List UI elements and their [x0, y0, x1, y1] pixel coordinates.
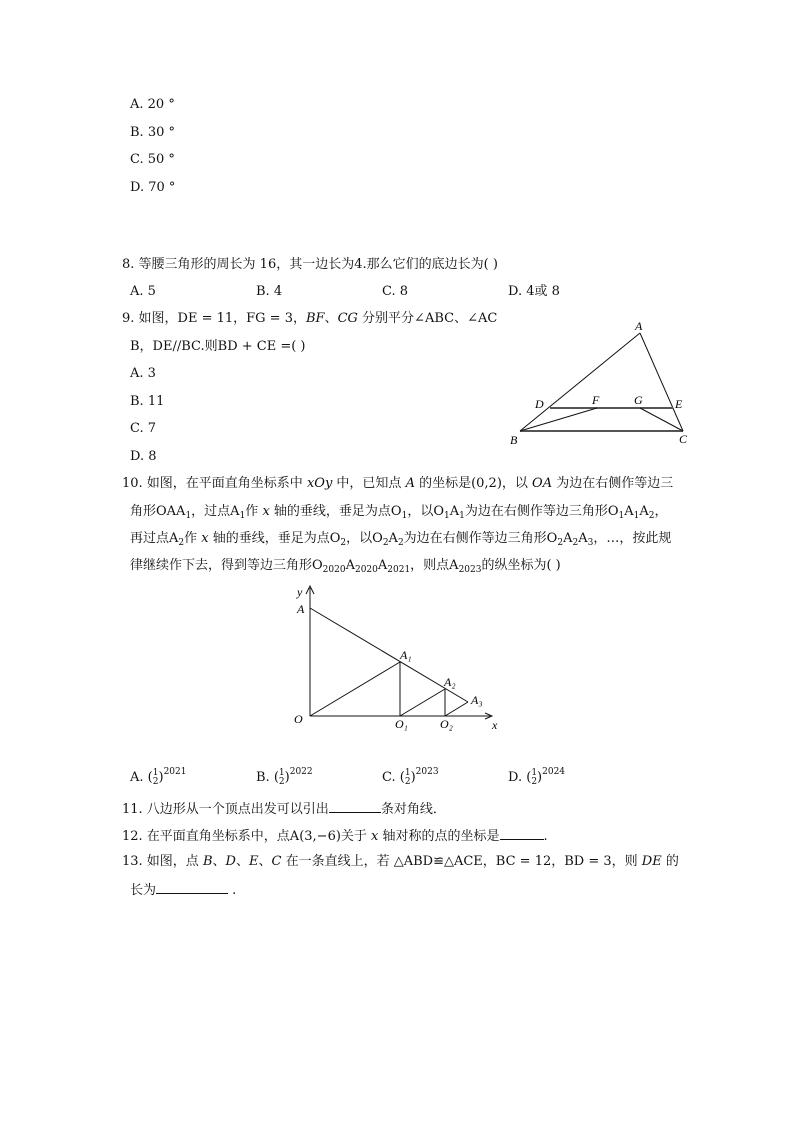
q7-option-d[interactable]: D. 70 °: [130, 180, 176, 195]
label-o1: O₁: [395, 717, 408, 731]
q13-answer-blank[interactable]: [156, 881, 228, 894]
q10-stem-line-4: [130, 558, 561, 578]
label-a: A: [635, 319, 643, 333]
option-letter: D.: [508, 770, 523, 785]
q11-text-end: 条对角线．: [380, 802, 446, 817]
text-segment: 轴的垂线，垂足为点O: [269, 504, 402, 519]
exponent: 2023: [415, 767, 439, 777]
denominator: 2: [278, 776, 285, 787]
numerator: 1: [404, 767, 411, 778]
subscript: 2: [648, 511, 655, 521]
triangle-figure: [500, 315, 710, 450]
option-letter: B.: [256, 770, 270, 785]
fraction: [405, 769, 411, 787]
q8-stem: 8. 等腰三角形的周长为 16，其一边长为4.那么它们的底边长为( ): [122, 257, 498, 272]
text-segment: B: [202, 854, 213, 869]
text-segment: DE: [641, 854, 662, 869]
subscript: 1: [401, 511, 408, 521]
label-a: A: [297, 602, 305, 616]
triangle-lines: [520, 333, 683, 431]
q10-stem-line-2: [130, 504, 668, 524]
text-segment: 作: [245, 504, 263, 519]
subscript: 2: [572, 538, 579, 548]
q10-stem-line-1: [122, 476, 673, 492]
question-11: [122, 800, 446, 818]
text-segment: x: [201, 531, 209, 546]
text-segment: BF: [305, 311, 325, 326]
text-segment: E: [248, 854, 259, 869]
text-segment: 9. 如图，DE = 11，FG = 3，: [122, 311, 306, 326]
text-segment: ，以O: [407, 504, 444, 519]
text-segment: ，…，按此规: [593, 531, 672, 546]
fraction: [279, 769, 285, 787]
text-segment: 轴的垂线，垂足为点O: [208, 531, 341, 546]
denominator: 2: [152, 776, 159, 787]
q12-x: x: [371, 829, 379, 844]
subscript: 1: [185, 511, 192, 521]
text-segment: xOy: [306, 476, 333, 491]
label-d: D: [535, 397, 544, 411]
q13-stem-line-1: [122, 854, 679, 870]
subscript: 2: [557, 538, 564, 548]
subscript: 1: [459, 511, 465, 521]
exponent: 2021: [163, 767, 187, 777]
text-segment: 分别平分∠ABC、∠AC: [357, 311, 498, 326]
numerator: 1: [278, 767, 285, 778]
label-g: G: [634, 393, 643, 407]
q10-option-b[interactable]: B. ( 1 2 )$^{2022}$: [256, 767, 313, 787]
subscript: 3: [587, 538, 594, 548]
exponent: 2022: [289, 767, 313, 777]
subscript: 2: [382, 538, 389, 548]
q12-end: .: [543, 829, 548, 844]
q7-option-b[interactable]: B. 30 °: [130, 125, 175, 140]
label-f: F: [592, 393, 600, 407]
text-segment: 作: [184, 531, 202, 546]
q8-option-b[interactable]: B. 4: [256, 284, 283, 299]
fraction: [531, 769, 537, 787]
text-segment: ，: [654, 504, 668, 519]
coordinate-figure: [285, 580, 515, 735]
q8-option-c[interactable]: C. 8: [382, 284, 409, 299]
subscript: 1: [239, 511, 246, 521]
label-a2: A₂: [444, 675, 456, 689]
q9-option-a[interactable]: A. 3: [130, 366, 156, 381]
q12-text: 12. 在平面直角坐标系中，点A(3,−6)关于: [122, 829, 372, 844]
label-y: y: [297, 585, 303, 599]
label-a1: A₁: [400, 648, 412, 662]
label-b: B: [510, 433, 518, 447]
text-segment: x: [262, 504, 270, 519]
text-segment: A: [388, 531, 398, 546]
q12-answer-blank[interactable]: [500, 827, 544, 840]
text-segment: 的纵坐标为( ): [481, 558, 561, 573]
text-segment: 、: [235, 854, 249, 869]
label-a3: A₃: [471, 693, 483, 707]
text-segment: ，过点A: [191, 504, 240, 519]
text-segment: B，DE//BC.则BD + CE =( ): [130, 339, 306, 354]
q8-option-d[interactable]: D. 4或 8: [508, 284, 560, 299]
text-segment: A: [639, 504, 649, 519]
q10-option-c[interactable]: C. ( 1 2 )$^{2023}$: [382, 767, 439, 787]
subscript: 2020: [322, 565, 346, 575]
text-segment: 在一条直线上，若 △ABD≌△ACE，BC = 12，BD = 3，则: [281, 854, 642, 869]
subscript: 2020: [354, 565, 378, 575]
subscript: 2: [178, 538, 185, 548]
text-segment: ，则点A: [410, 558, 459, 573]
text-segment: 13. 如图，点: [122, 854, 203, 869]
option-letter: A.: [130, 770, 144, 785]
q11-answer-blank[interactable]: [329, 800, 381, 813]
text-segment: A: [405, 476, 415, 491]
subscript: 1: [633, 511, 640, 521]
q9-stem-line-2: [130, 339, 306, 355]
q9-option-c[interactable]: C. 7: [130, 421, 157, 436]
fraction: [153, 769, 159, 787]
label-o2: O₂: [440, 717, 453, 731]
text-segment: C: [271, 854, 282, 869]
subscript: 2023: [458, 565, 482, 575]
exponent: 2024: [542, 767, 566, 777]
q13-text: 长为: [130, 883, 157, 898]
text-segment: A: [563, 531, 573, 546]
label-o: O: [294, 712, 303, 726]
q13-end: .: [228, 883, 237, 898]
text-segment: 律继续作下去，得到等边三角形O: [130, 558, 323, 573]
text-segment: 为边在右侧作等边三角形O: [403, 531, 558, 546]
denominator: 2: [404, 776, 411, 787]
q11-text: 11. 八边形从一个顶点出发可以引出: [122, 802, 329, 817]
subscript: 2021: [387, 565, 411, 575]
text-segment: A: [345, 558, 355, 573]
subscript: 2: [397, 538, 404, 548]
numerator: 1: [531, 767, 538, 778]
text-segment: 的坐标是(0,2)，以: [414, 476, 533, 491]
text-segment: 、: [324, 311, 338, 326]
text-segment: A: [377, 558, 388, 573]
text-segment: OA: [532, 476, 553, 491]
q10-stem-line-3: [130, 531, 671, 551]
numerator: 1: [152, 767, 159, 778]
option-letter: C.: [382, 770, 396, 785]
q10-option-a[interactable]: A. ( 1 2 )$^{2021}$: [130, 767, 187, 787]
text-segment: 、: [258, 854, 272, 869]
text-segment: A: [624, 504, 634, 519]
q7-option-a[interactable]: A. 20 °: [130, 97, 175, 112]
text-segment: D: [225, 854, 236, 869]
text-segment: 为边在右侧作等边三: [552, 476, 674, 491]
subscript: 2: [340, 538, 347, 548]
label-x: x: [492, 718, 498, 732]
q10-option-d[interactable]: D. ( 1 2 )$^{2024}$: [508, 767, 566, 787]
text-segment: 10. 如图，在平面直角坐标系中: [122, 476, 307, 491]
label-e: E: [675, 397, 683, 411]
text-segment: CG: [337, 311, 358, 326]
question-12: [122, 827, 548, 845]
q12-text-2: 轴对称的点的坐标是: [378, 829, 500, 844]
text-segment: 的: [661, 854, 679, 869]
q9-option-d[interactable]: D. 8: [130, 449, 157, 464]
text-segment: 为边在右侧作等边三角形O: [464, 504, 619, 519]
text-segment: 、: [212, 854, 226, 869]
text-segment: A: [578, 531, 588, 546]
subscript: 1: [443, 511, 450, 521]
text-segment: A: [449, 504, 460, 519]
text-segment: 中，已知点: [332, 476, 406, 491]
q8-option-a[interactable]: A. 5: [130, 284, 156, 299]
text-segment: 再过点A: [130, 531, 179, 546]
q7-option-c[interactable]: C. 50 °: [130, 152, 175, 167]
q9-option-b[interactable]: B. 11: [130, 394, 165, 409]
figure-lines: [306, 586, 492, 719]
label-c: C: [679, 432, 688, 446]
text-segment: 角形OAA: [130, 504, 186, 519]
denominator: 2: [531, 776, 538, 787]
q9-stem-line-1: [122, 311, 497, 327]
subscript: 1: [618, 511, 625, 521]
text-segment: ，以O: [346, 531, 383, 546]
